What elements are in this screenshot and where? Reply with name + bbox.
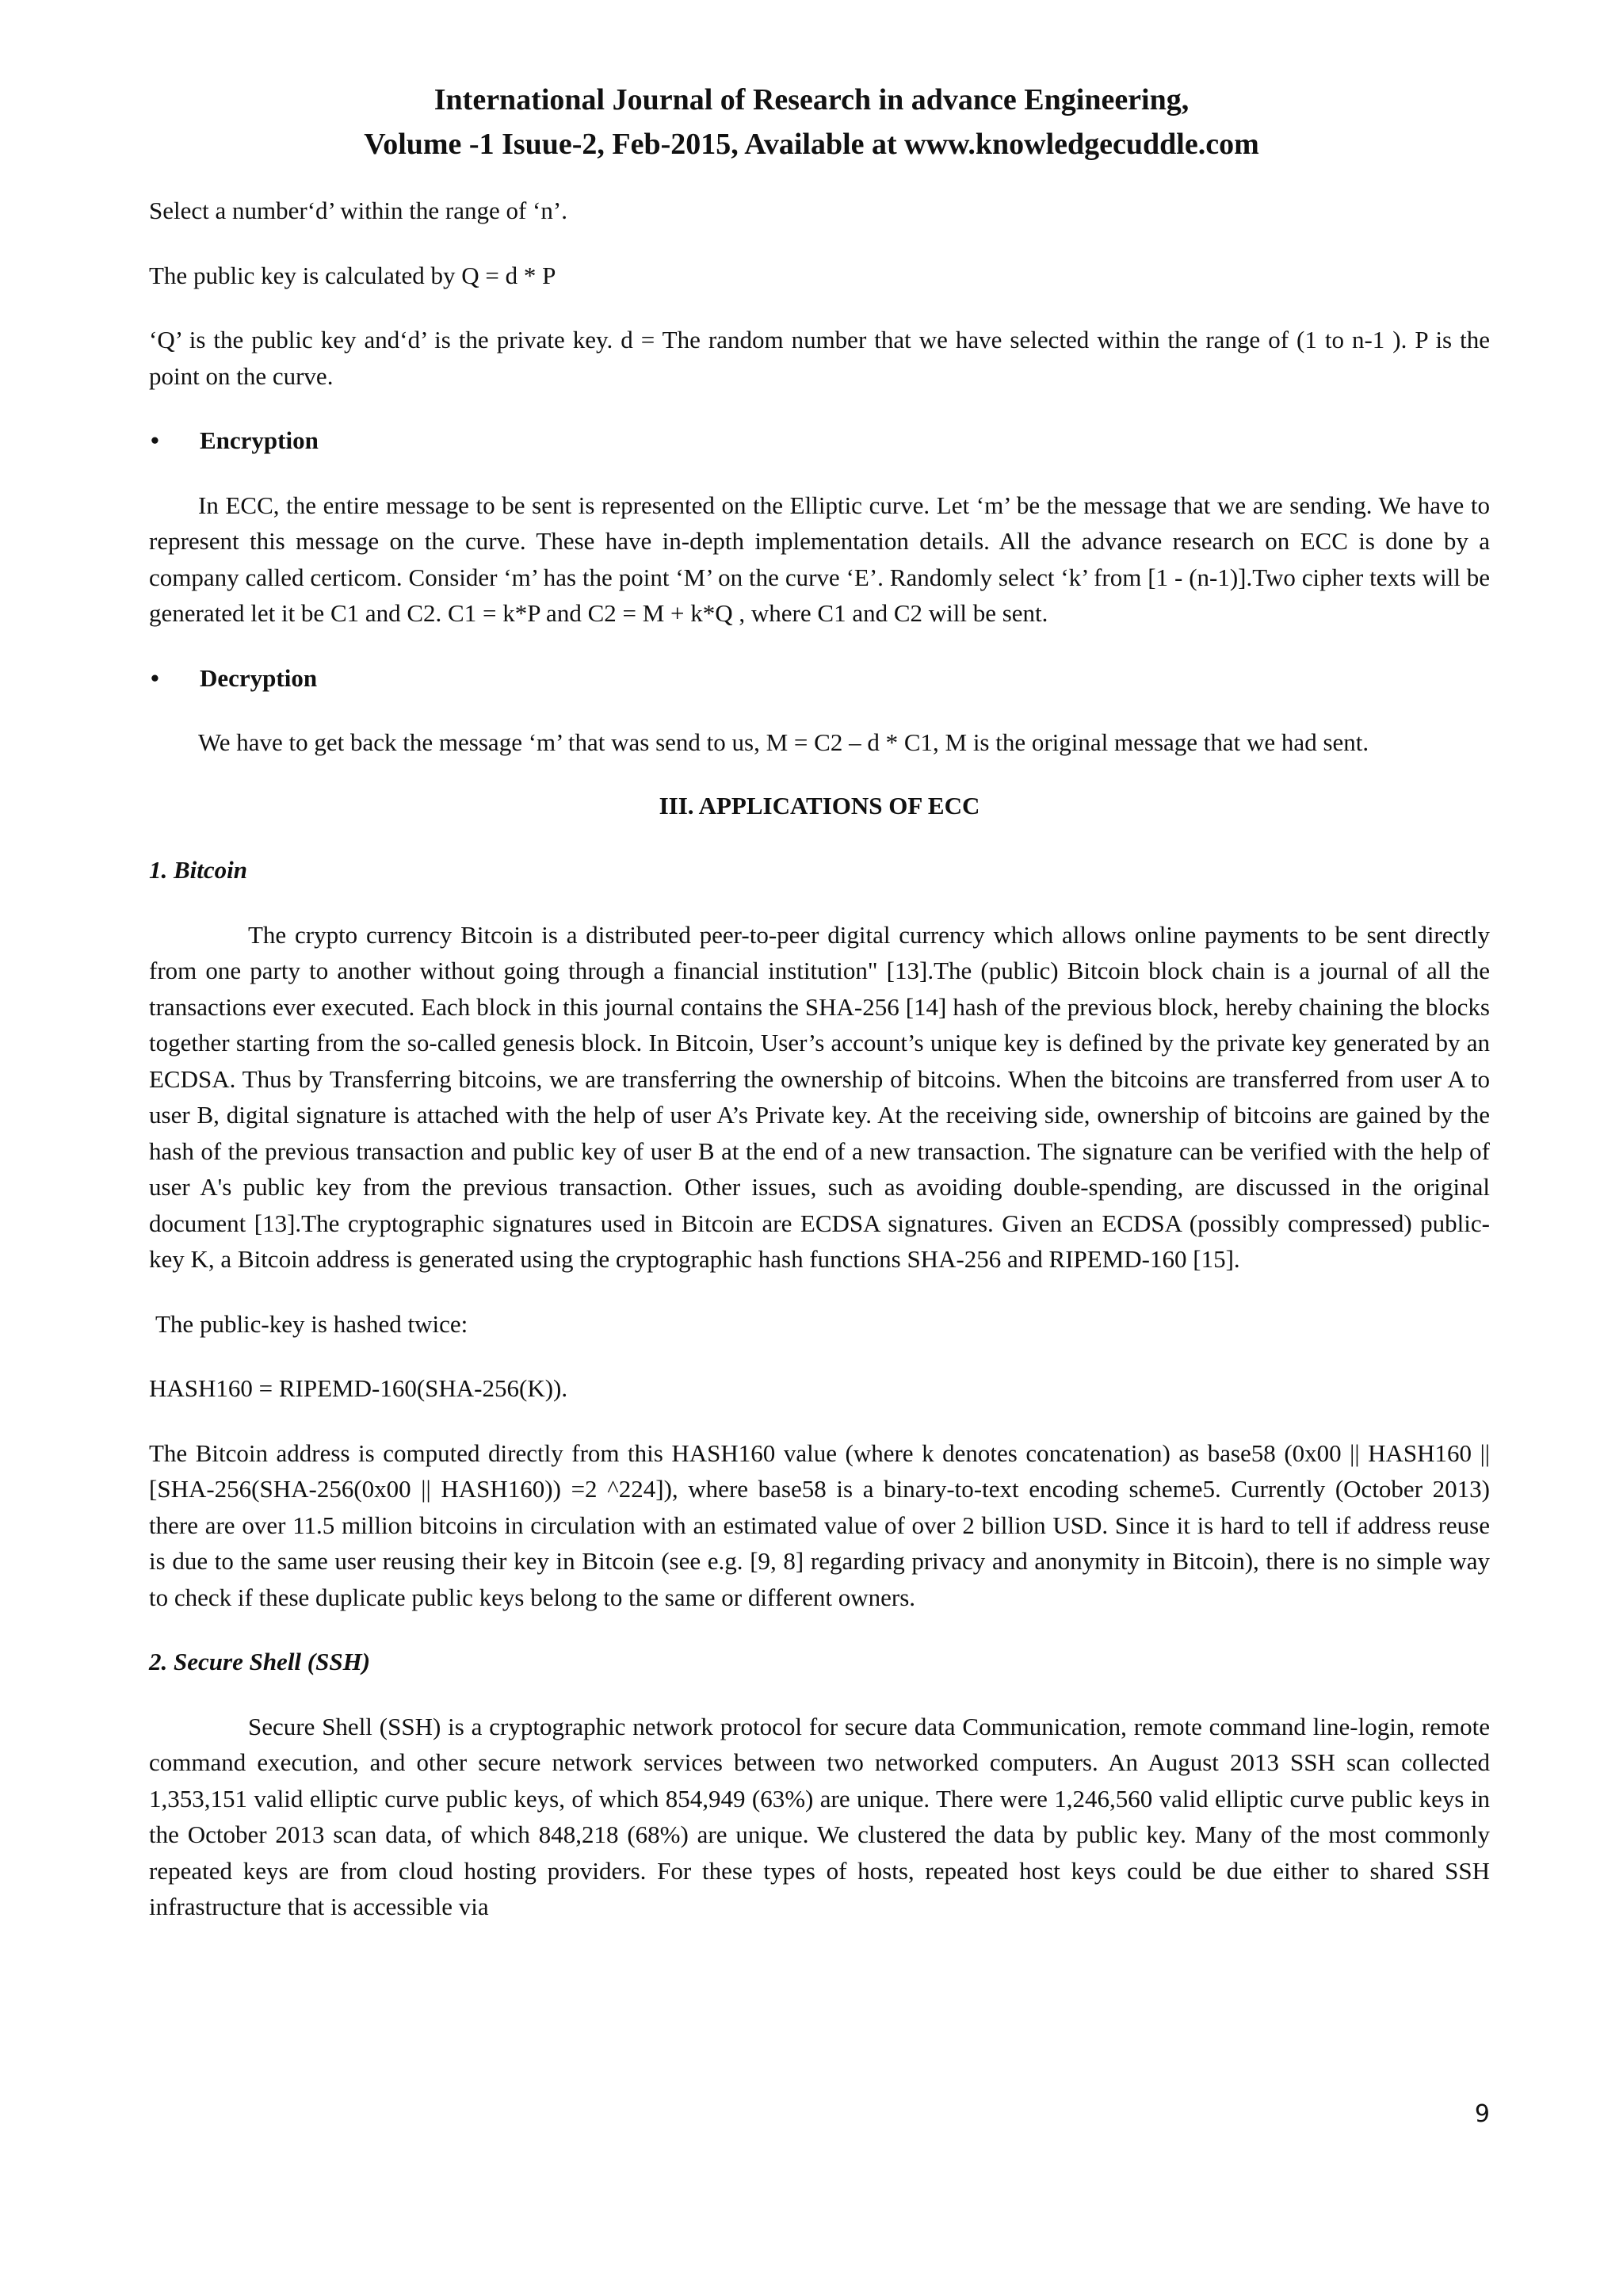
- bullet-icon: •: [151, 426, 159, 454]
- ssh-paragraph: Secure Shell (SSH) is a cryptographic network protocol for secure data Communication, remote command line-login, remote command execution, and other secure network services between two networked computers. An August 2013 SSH scan collected 1,353,151 valid elliptic curve public keys, of which 854,949 (63%) are unique. There were 1,246,560 valid elliptic curve public keys in the October 2013 scan data, of which 848,218 (68%) are unique. We clustered the data by public key. Many of the most commonly repeated keys are from cloud hosting providers. For these types of hosts, repeated host keys could be due either to shared SSH infrastructure that is accessible via: [149, 1712, 1490, 1920]
- bitcoin-hashed-twice: The public-key is hashed twice:: [155, 1309, 468, 1338]
- encryption-heading: [149, 422, 1490, 459]
- journal-title: International Journal of Research in advance Engineering,: [433, 83, 1190, 117]
- bitcoin-hash160-formula: HASH160 = RIPEMD-160(SHA-256(K)).: [149, 1374, 568, 1402]
- intro-key-definition: ‘Q’ is the public key and‘d’ is the private key. d = The random number that we have selected within the range of (1 to n-1 ). P is the point on the curve.: [149, 326, 1490, 390]
- intro-select-d: Select a number‘d’ within the range of ‘n’.: [149, 197, 567, 224]
- ssh-heading: 2. Secure Shell (SSH): [149, 1648, 371, 1675]
- bullet-icon: •: [151, 663, 159, 692]
- page-number: 9: [1474, 2100, 1490, 2128]
- intro-public-key-formula: The public key is calculated by Q = d * P: [149, 261, 556, 289]
- bitcoin-paragraph: The crypto currency Bitcoin is a distributed peer-to-peer digital currency which allows online payments to be sent directly from one party to another without going through a financial institution" [13].The (public) Bitcoin block chain is a journal of all the transactions ever executed. Each block in this journal contains the SHA-256 [14] hash of the previous block, hereby chaining the blocks together starting from the so-called genesis block. In Bitcoin, User’s account’s unique key is defined by the private key generated by an ECDSA. Thus by Transferring bitcoins, we are transferring the ownership of bitcoins. When the bitcoins are transferred from user A to user B, digital signature is attached with the help of user A’s Private key. At the receiving side, ownership of bitcoins are gained by the hash of the previous transaction and public key of user B at the end of a new transaction. The signature can be verified with the help of user A's public key from the previous transaction. Other issues, such as avoiding double-spending, are discussed in the original document [13].The cryptographic signatures used in Bitcoin are ECDSA signatures. Given an ECDSA (possibly compressed) public-key K, a Bitcoin address is generated using the cryptographic hash functions SHA-256 and RIPEMD-160 [15].: [149, 920, 1490, 1273]
- decryption-heading: [149, 660, 1490, 697]
- journal-header: [0, 78, 1623, 166]
- journal-volume-info: Volume -1 Isuue-2, Feb-2015, Available at www.knowledgecuddle.com: [364, 128, 1259, 161]
- section-title: III. APPLICATIONS OF ECC: [659, 791, 980, 819]
- encryption-paragraph: In ECC, the entire message to be sent is represented on the Elliptic curve. Let ‘m’ be the message that we are sending. We have to represent this message on the curve. These have in-depth implementation details. All the advance research on ECC is done by a company called certicom. Consider ‘m’ has the point ‘M’ on the curve ‘E’. Randomly select ‘k’ from [1 - (n-1)].Two cipher texts will be generated let it be C1 and C2. C1 = k*P and C2 = M + k*Q , where C1 and C2 will be sent.: [149, 491, 1490, 627]
- bitcoin-address-paragraph: The Bitcoin address is computed directly from this HASH160 value (where k denotes concatenation) as base58 (0x00 || HASH160 || [SHA-256(SHA-256(0x00 || HASH160)) =2 ^224]), where base58 is a binary-to-text encoding scheme5. Currently (October 2013) there are over 11.5 million bitcoins in circulation with an estimated value of over 2 billion USD. Since it is hard to tell if address reuse is due to the same user reusing their key in Bitcoin (see e.g. [9, 8] regarding privacy and anonymity in Bitcoin), there is no simple way to check if these duplicate public keys belong to the same or different owners.: [149, 1438, 1490, 1611]
- bitcoin-heading: 1. Bitcoin: [149, 856, 248, 884]
- page-body: [149, 193, 1490, 1925]
- decryption-paragraph: We have to get back the message ‘m’ that was send to us, M = C2 – d * C1, M is the original message that we had sent.: [198, 728, 1369, 756]
- decryption-heading-text: Decryption: [200, 663, 318, 692]
- encryption-heading-text: Encryption: [200, 426, 319, 454]
